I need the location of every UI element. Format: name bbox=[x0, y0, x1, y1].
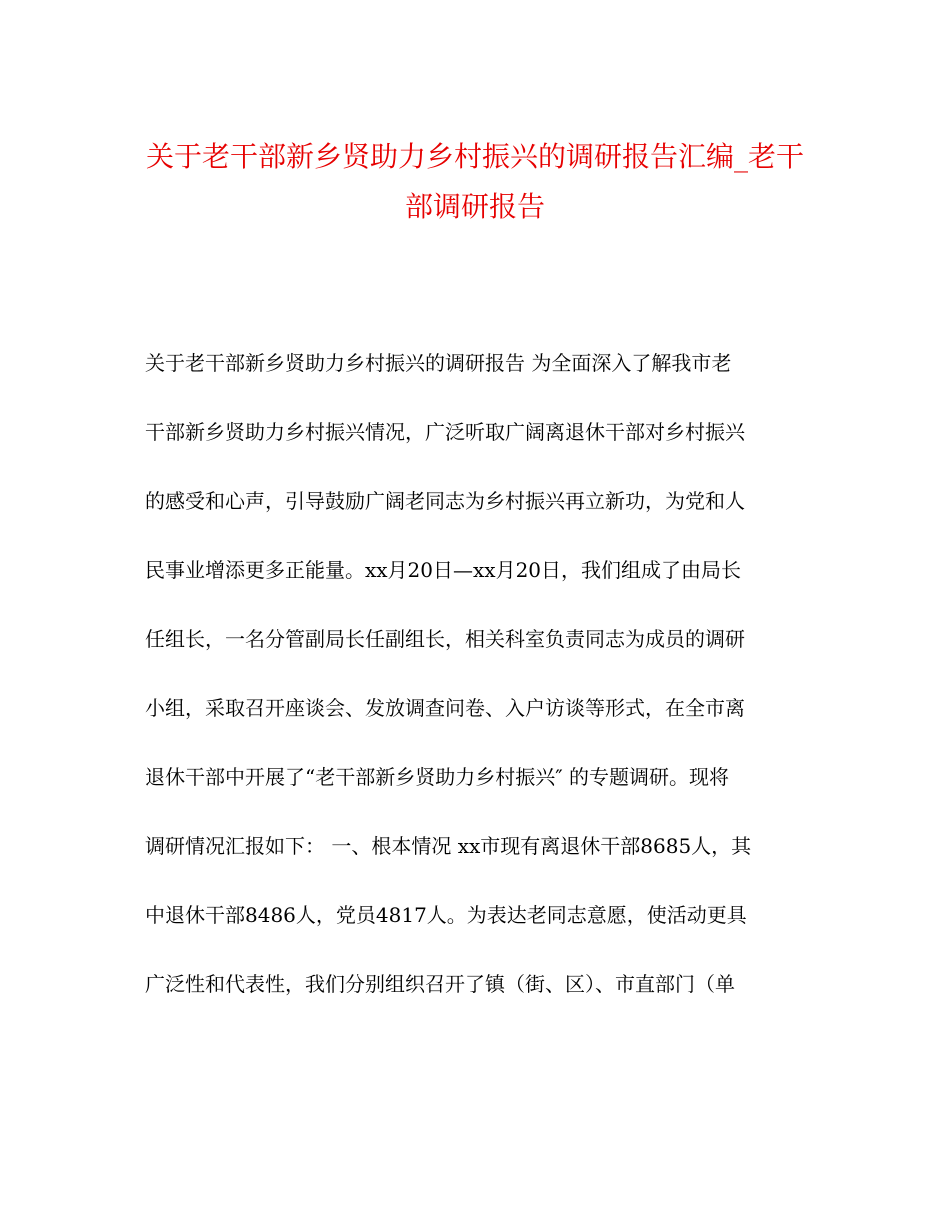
body-line: 小组，采取召开座谈会、发放调查问卷、入户访谈等形式，在全市离 bbox=[145, 696, 745, 720]
body-line: 广泛性和代表性，我们分别组织召开了镇（街、区）、市直部门（单 bbox=[145, 972, 735, 996]
title-line-2: 部调研报告 bbox=[404, 190, 545, 223]
title-line-1: 关于老干部新乡贤助力乡村振兴的调研报告汇编_老干 bbox=[145, 140, 804, 173]
body-line: 中退休干部8486人，党员4817人。为表达老同志意愿，使活动更具 bbox=[145, 903, 747, 927]
body-line: 干部新乡贤助力乡村振兴情况，广泛听取广阔离退休干部对乡村振兴 bbox=[145, 420, 745, 444]
body-line: 调研情况汇报如下： 一、根本情况 xx市现有离退休干部8685人，其 bbox=[145, 834, 752, 858]
body-line: 退休干部中开展了“老干部新乡贤助力乡村振兴″ 的专题调研。现将 bbox=[145, 765, 730, 789]
body-line: 民事业增添更多正能量。xx月20日—xx月20日，我们组成了由局长 bbox=[145, 558, 742, 582]
body-line: 关于老干部新乡贤助力乡村振兴的调研报告 为全面深入了解我市老 bbox=[145, 351, 732, 375]
document-title bbox=[120, 132, 830, 232]
body-line: 任组长，一名分管副局长任副组长，相关科室负责同志为成员的调研 bbox=[145, 627, 745, 651]
body-line: 的感受和心声，引导鼓励广阔老同志为乡村振兴再立新功，为党和人 bbox=[145, 489, 745, 513]
